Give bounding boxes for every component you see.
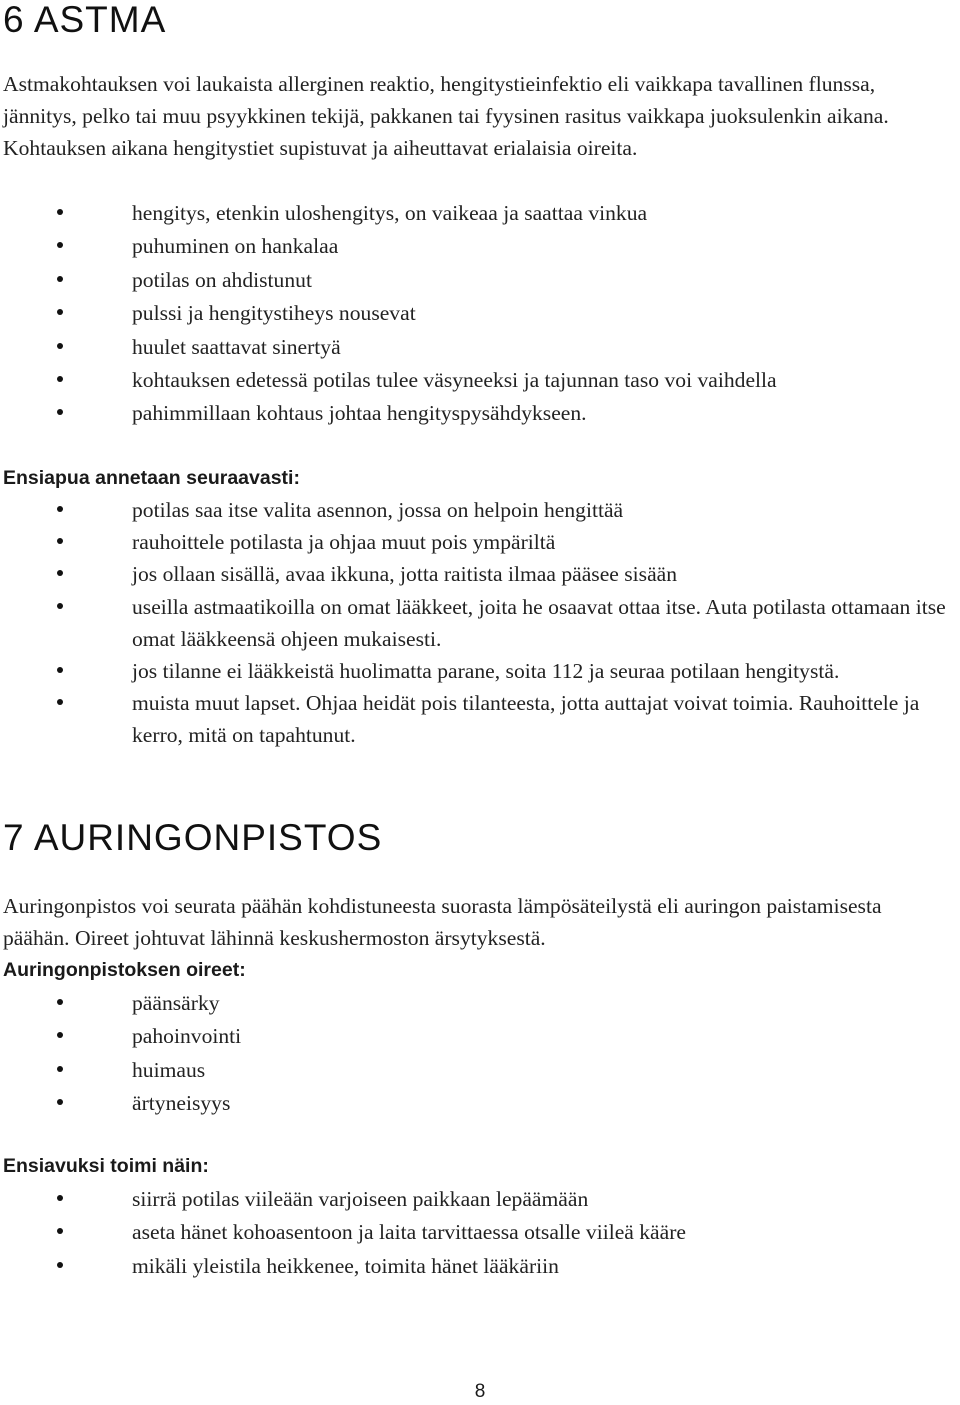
list-item [0,1216,960,1249]
sunstroke-symptom-list [0,987,960,1121]
list-item [0,558,960,590]
bullet-icon [57,409,63,415]
list-item-text: potilas on ahdistunut [132,267,312,292]
list-item-text: useilla astmaatikoilla on omat lääkkeet, joita he osaavat ottaa itse. Auta potilasta ottamaan itse omat lääkkeensä ohjeen mukaisesti. [132,594,946,651]
list-item-text: jos ollaan sisällä, avaa ikkuna, jotta raitista ilmaa pääsee sisään [132,562,678,587]
list-item-text: pahoinvointi [132,1024,242,1049]
page-number: 8 [474,1381,486,1402]
list-item [0,397,960,430]
list-item-text: pulssi ja hengitystiheys nousevat [132,301,416,326]
bullet-icon [57,1195,63,1201]
list-item-text: aseta hänet kohoasentoon ja laita tarvittaessa otsalle viileä kääre [132,1220,687,1245]
asthma-intro: Astmakohtauksen voi laukaista allerginen reaktio, hengitystieinfektio eli vaikkapa tavallinen flunssa, jännitys, pelko tai muu psyykkinen tekijä, pakkanen tai fyysinen rasitus vaikkapa juoksulenkin aikana. Kohtauksen aikana hengitystiet supistuvat ja aiheuttavat erialaisia oireita. [3,72,889,160]
list-item [0,591,960,655]
bullet-icon [57,1099,63,1105]
list-item-text: hengitys, etenkin uloshengitys, on vaikeaa ja saattaa vinkua [132,201,648,225]
list-item-text: pahimmillaan kohtaus johtaa hengityspysähdykseen. [132,401,587,426]
bullet-icon [57,242,63,248]
list-item [0,264,960,297]
list-item-text: ärtyneisyys [132,1091,231,1116]
bullet-icon [57,570,63,576]
list-item [0,1054,960,1087]
list-item-text: mikäli yleistila heikkenee, toimita hänet lääkäriin [132,1253,559,1278]
list-item [0,197,960,230]
sunstroke-first-aid-heading: Ensiavuksi toimi näin: [3,1155,209,1177]
list-item-text: siirrä potilas viileään varjoiseen paikkaan lepäämään [132,1187,589,1211]
list-item [0,1250,960,1283]
sunstroke-intro: Auringonpistos voi seurata päähän kohdistuneesta suorasta lämpösäteilystä eli auringon paistamisesta päähän. Oireet johtuvat lähinnä keskushermoston ärsytyksestä. [3,894,882,950]
bullet-icon [57,603,63,609]
bullet-icon [57,276,63,282]
list-item-text: potilas saa itse valita asennon, jossa on helpoin hengittää [132,498,624,522]
list-item [0,687,960,751]
bullet-icon [57,343,63,349]
bullet-icon [57,699,63,705]
list-item [0,364,960,397]
bullet-icon [57,1262,63,1268]
list-item [0,1183,960,1216]
list-item [0,987,960,1020]
sunstroke-title: 7 AURINGONPISTOS [3,817,383,858]
bullet-icon [57,1066,63,1072]
list-item-text: huulet saattavat sinertyä [132,334,341,359]
list-item [0,494,960,526]
list-item-text: rauhoittele potilasta ja ohjaa muut pois ympäriltä [132,530,556,555]
bullet-icon [57,1032,63,1038]
list-item [0,230,960,263]
list-item-text: puhuminen on hankalaa [132,234,339,259]
asthma-title: 6 ASTMA [3,0,167,40]
bullet-icon [57,667,63,673]
list-item-text: huimaus [132,1057,206,1082]
bullet-icon [57,506,63,512]
asthma-symptom-list [0,197,960,431]
list-item [0,1020,960,1053]
list-item-text: muista muut lapset. Ohjaa heidät pois tilanteesta, jotta auttajat voivat toimia. Rauhoittele ja kerro, mitä on tapahtunut. [132,691,920,748]
list-item [0,655,960,687]
bullet-icon [57,999,63,1005]
sunstroke-symptoms-heading: Auringonpistoksen oireet: [3,959,246,981]
list-item [0,297,960,330]
list-item [0,526,960,558]
list-item-text: kohtauksen edetessä potilas tulee väsyneeksi ja tajunnan taso voi vaihdella [132,368,777,393]
list-item-text: päänsärky [132,991,220,1015]
list-item [0,1087,960,1120]
bullet-icon [57,309,63,315]
bullet-icon [57,1228,63,1234]
list-item-text: jos tilanne ei lääkkeistä huolimatta parane, soita 112 ja seuraa potilaan hengitystä. [132,659,840,684]
list-item [0,331,960,364]
asthma-first-aid-heading: Ensiapua annetaan seuraavasti: [3,467,300,489]
asthma-first-aid-list [0,494,960,752]
bullet-icon [57,376,63,382]
bullet-icon [57,209,63,215]
sunstroke-first-aid-list [0,1183,960,1283]
bullet-icon [57,538,63,544]
